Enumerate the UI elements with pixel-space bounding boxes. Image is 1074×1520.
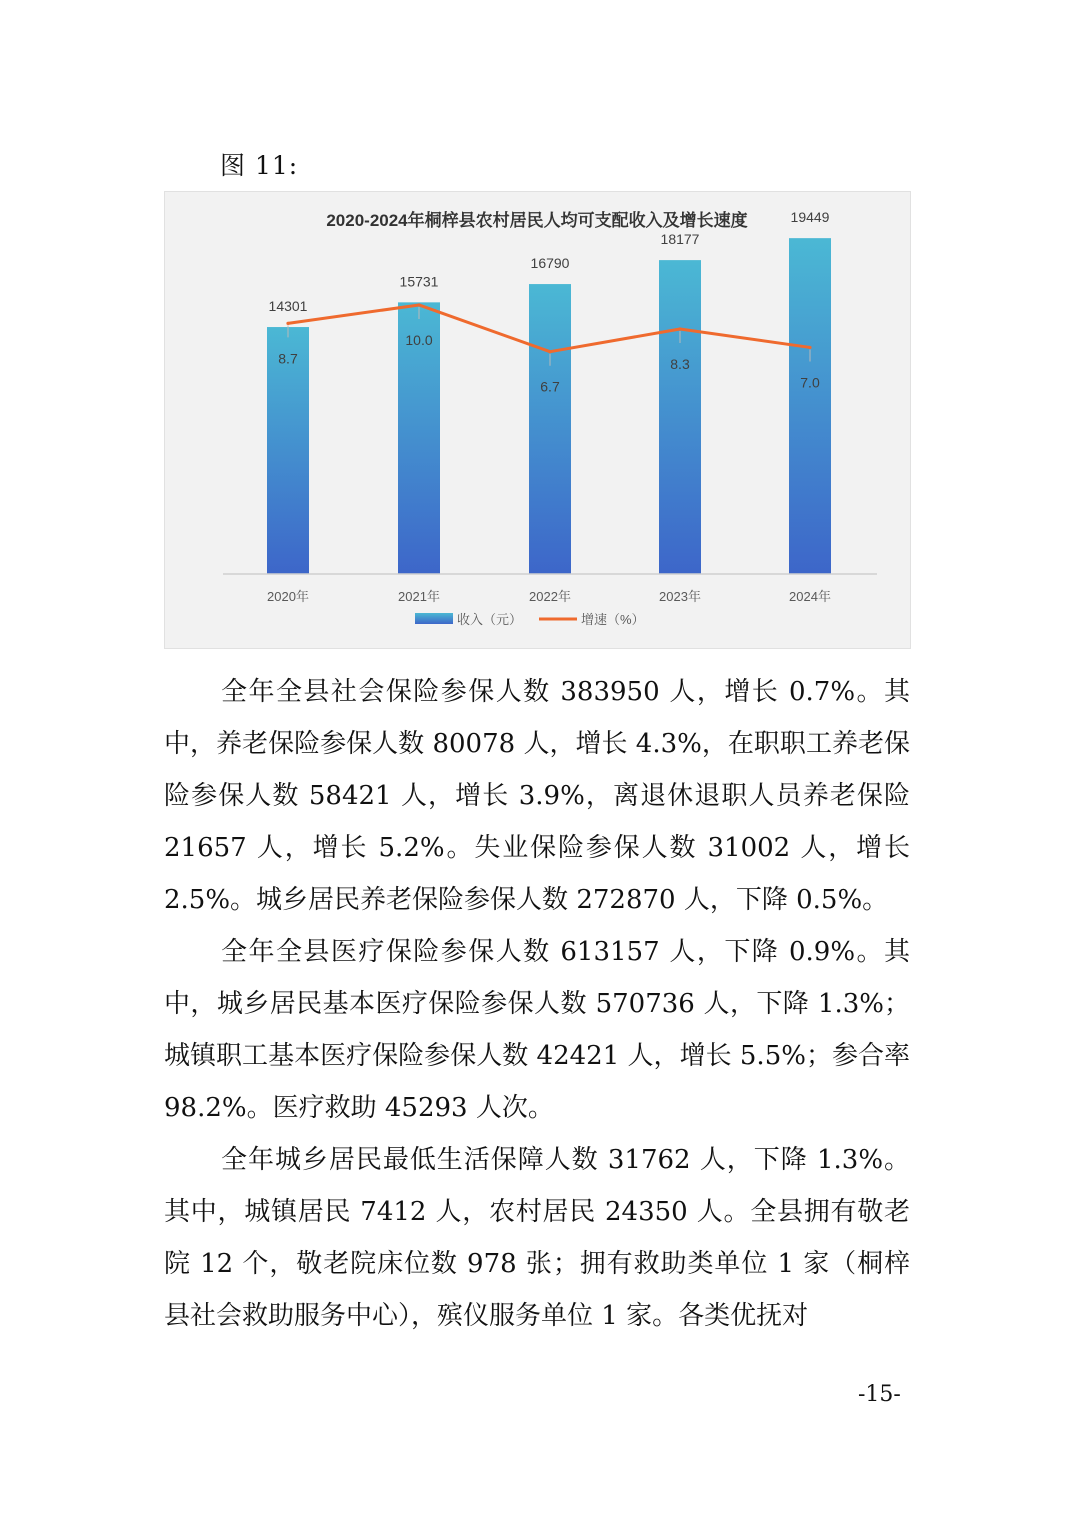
growth-point-3	[678, 327, 681, 330]
figure-label: 图 11:	[220, 151, 299, 180]
x-tick-label-2: 2022年	[529, 589, 571, 604]
income-bar-2	[529, 284, 571, 574]
legend-swatch-income	[415, 613, 453, 624]
paragraph-medical-insurance: 全年全县医疗保险参保人数 613157 人，下降 0.9%。其中，城乡居民基本医疗保险参保人数 570736 人，下降 1.3%；城镇职工基本医疗保险参保人数 42421 人，增长 5.5%；参合率 98.2%。医疗救助 45293 人次。	[164, 937, 910, 1123]
paragraph-minimum-living-guarantee: 全年城乡居民最低生活保障人数 31762 人，下降 1.3%。其中，城镇居民 7412 人，农村居民 24350 人。全县拥有敬老院 12 个，敬老院床位数 978 张；拥有救助类单位 1 家（桐梓县社会救助服务中心），殡仪服务单位 1 家。各类优抚对	[164, 1145, 910, 1331]
growth-label-3: 8.3	[670, 356, 690, 373]
growth-point-2	[548, 350, 551, 353]
growth-label-0: 8.7	[278, 350, 298, 367]
income-bar-label-2: 16790	[530, 255, 570, 272]
x-tick-label-3: 2023年	[659, 589, 701, 604]
chart-title: 2020-2024年桐梓县农村居民人均可支配收入及增长速度	[326, 211, 748, 230]
income-bar-label-3: 18177	[660, 231, 700, 248]
income-chart	[164, 191, 911, 649]
page-number: -15-	[858, 1382, 901, 1407]
income-bar-3	[659, 260, 701, 574]
growth-label-1: 10.0	[405, 331, 433, 348]
legend-label-income: 收入（元）	[457, 612, 523, 627]
x-tick-label-0: 2020年	[267, 589, 309, 604]
income-bar-label-0: 14301	[268, 298, 308, 315]
growth-point-4	[808, 346, 811, 349]
growth-label-4: 7.0	[800, 374, 820, 391]
growth-label-2: 6.7	[540, 378, 560, 395]
legend-label-growth: 增速（%）	[581, 612, 645, 627]
growth-point-0	[286, 322, 289, 325]
paragraph-social-insurance: 全年全县社会保险参保人数 383950 人，增长 0.7%。其中，养老保险参保人数 80078 人，增长 4.3%，在职职工养老保险参保人数 58421 人，增长 3.9%，离退休退职人员养老保险 21657 人，增长 5.2%。失业保险参保人数 31002 人，增长 2.5%。城乡居民养老保险参保人数 272870 人，下降 0.5%。	[164, 677, 910, 915]
x-tick-label-4: 2024年	[789, 589, 831, 604]
income-bar-4	[789, 238, 831, 574]
chart-legend	[415, 612, 645, 627]
income-bar-label-1: 15731	[399, 273, 439, 290]
growth-point-1	[417, 303, 420, 306]
x-tick-label-1: 2021年	[398, 589, 440, 604]
chart-canvas	[165, 192, 910, 648]
income-bar-label-4: 19449	[790, 209, 830, 226]
